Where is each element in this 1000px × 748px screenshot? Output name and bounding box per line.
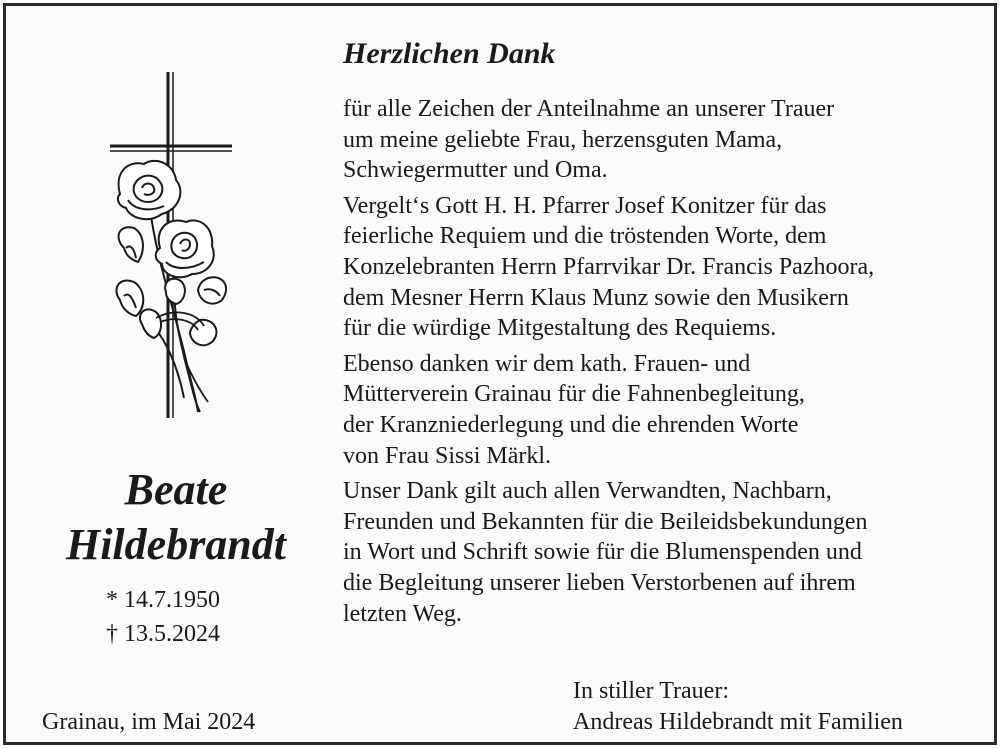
death-date: † 13.5.2024 (106, 621, 220, 647)
headline: Herzlichen Dank (343, 37, 556, 70)
obituary-frame (3, 3, 997, 745)
paragraph-association: Ebenso danken wir dem kath. Frauen- und Mütterverein Grainau für die Fahnenbegleitung, der Kranzniederlegung und die ehrenden Worte von Frau Sissi Märkl. (343, 350, 805, 469)
deceased-last-name: Hildebrandt (65, 520, 287, 569)
cross-with-roses-icon (104, 68, 236, 423)
signature-label: In stiller Trauer: (573, 678, 729, 704)
signature-names: Andreas Hildebrandt mit Familien (573, 709, 903, 735)
thanks-text (343, 94, 993, 629)
deceased-first-name: Beate (124, 465, 228, 514)
birth-date: * 14.7.1950 (106, 587, 220, 613)
paragraph-relatives: Unser Dank gilt auch allen Verwandten, Nachbarn, Freunden und Bekannten für die Beileidsbekundungen in Wort und Schrift sowie für die Blumenspenden und die Begleitung unserer lieben Verstorbenen auf ihrem letzten Weg. (343, 478, 868, 627)
paragraph-clergy: Vergelt‘s Gott H. H. Pfarrer Josef Konitzer für das feierliche Requiem und die tröstenden Worte, dem Konzelebranten Herrn Pfarrvikar Dr. Francis Pazhoora, dem Mesner Herrn Klaus Munz sowie den Musikern für die würdige Mitgestaltung des Requiems. (343, 192, 875, 342)
place-and-date: Grainau, im Mai 2024 (42, 709, 256, 735)
paragraph-thanks: für alle Zeichen der Anteilnahme an unserer Trauer um meine geliebte Frau, herzensguten Mama, Schwiegermutter und Oma. (343, 96, 835, 184)
